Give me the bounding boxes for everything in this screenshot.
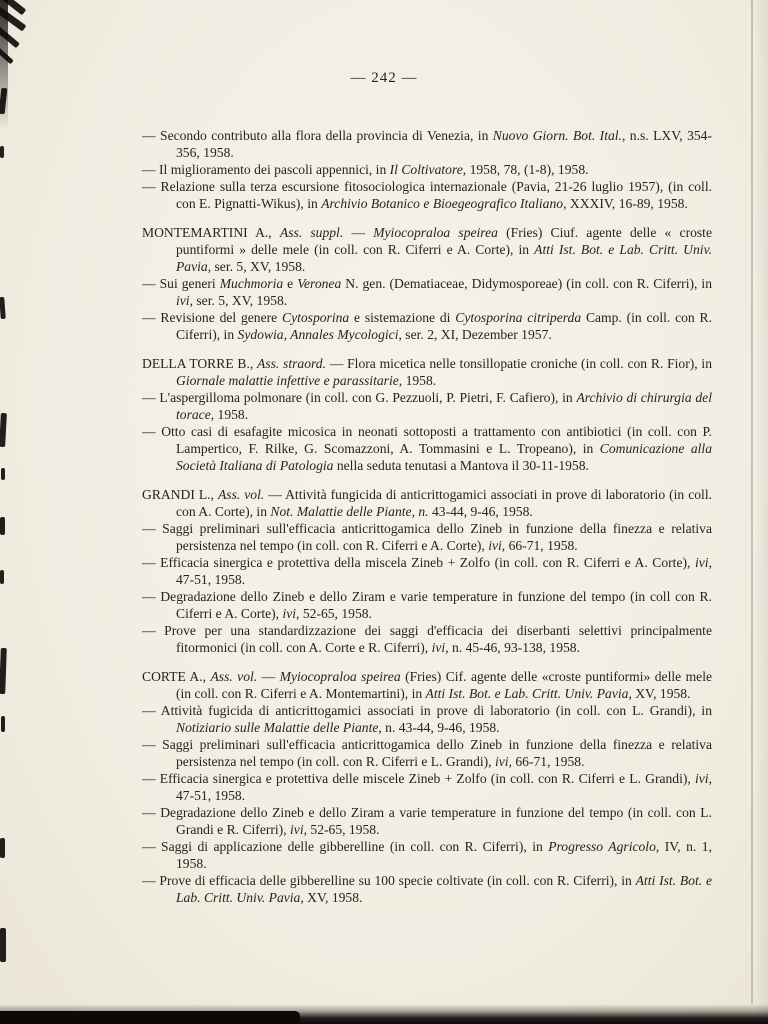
entry-text: — Secondo contributo alla flora della provincia di Venezia, in: [142, 128, 493, 143]
bibliography-entry: [142, 668, 712, 702]
scan-bottom-corner: [0, 1011, 300, 1024]
entry-italic-text: Atti Ist. Bot. e Lab. Critt. Univ. Pavia,: [176, 242, 712, 274]
entry-italic-text: Not. Malattie delle Piante, n.: [270, 504, 429, 519]
entry-text: — Relazione sulla terza escursione fitosociologica internazionale (Pavia, 21-26 luglio 1957), (in coll. con E. Pignatti-Wikus), in: [142, 179, 712, 211]
bibliography-entry: [142, 622, 712, 656]
entry-italic-text: ivi: [290, 822, 304, 837]
entry-text: —: [257, 669, 280, 684]
entry-text: , 1958, 78, (1-8), 1958.: [462, 162, 589, 177]
entry-italic-text: Archivio Botanico e Bioegeografico Italiano: [321, 196, 564, 211]
entry-italic-text: Muchmoria: [219, 276, 284, 291]
entry-text: — Prove per una standardizzazione dei saggi d'efficacia dei diserbanti selettivi principalmente fitormonici (in coll. con A. Corte e R. Ciferri),: [142, 623, 712, 655]
entry-italic-text: Cytosporina citriperda: [455, 310, 582, 325]
scan-mark: [0, 648, 7, 694]
entry-text: — Il miglioramento dei pascoli appennici, in: [142, 162, 390, 177]
entry-italic-text: ivi: [488, 538, 502, 553]
entry-text: — Saggi preliminari sull'efficacia anticrittogamica dello Zineb in funzione della finezza e relativa persistenza nel tempo (in coll. con R. Ciferri e A. Corte),: [142, 521, 712, 553]
bibliography-entry: [142, 224, 712, 275]
entry-italic-text: Myiocopraloa speirea: [373, 225, 498, 240]
entry-italic-text: Nuovo Giorn. Bot. Ital.: [492, 128, 622, 143]
entry-text: , ser. 5, XV, 1958.: [189, 293, 288, 308]
entry-text: — Attività fungicida di anticrittogamici associati in prove di laboratorio (in coll. con A. Corte), in: [176, 487, 713, 519]
entry-italic-text: Atti Ist. Bot. e Lab. Critt. Univ. Pavia: [176, 873, 712, 905]
entry-italic-text: Ass. vol.: [210, 669, 258, 684]
entry-italic-text: ivi: [176, 293, 190, 308]
entry-text: — Sui generi: [142, 276, 220, 291]
entry-italic-text: ivi: [282, 606, 297, 621]
entry-text: , n. 43-44, 9-46, 1958.: [378, 720, 500, 735]
entry-text: , 52-65, 1958.: [296, 606, 372, 621]
entry-text: — L'aspergilloma polmonare (in coll. con G. Pezzuoli, P. Pietri, F. Cafiero), in: [142, 390, 577, 405]
bibliography-entry: [142, 588, 712, 622]
entry-text: — Attività fugicida di anticrittogamici associati in prove di laboratorio (in coll. con L. Grandi), in: [142, 703, 712, 718]
entry-italic-text: Cytosporina: [282, 310, 350, 325]
bibliography-group: [142, 486, 712, 656]
entry-text: CORTE A.,: [142, 669, 211, 684]
scan-mark: [0, 146, 4, 158]
entry-text: Camp. (in coll. con R. Ciferri), in: [176, 310, 712, 342]
entry-text: , 47-51, 1958.: [176, 771, 712, 803]
entry-text: —: [343, 225, 374, 240]
scan-mark: [0, 413, 7, 447]
bibliography-group: [142, 127, 712, 212]
scan-mark: [0, 928, 6, 962]
bibliography-group: [142, 224, 712, 343]
entry-text: , n.s. LXV, 354-356, 1958.: [176, 128, 712, 160]
bibliography-group: [142, 355, 712, 474]
scan-mark: [0, 297, 6, 319]
scan-mark: [0, 517, 5, 535]
bibliography-entry: [142, 389, 712, 423]
bibliography-entry: [142, 872, 712, 906]
entry-italic-text: Myiocopraloa speirea: [279, 669, 401, 684]
bibliography-entry: [142, 355, 712, 389]
entry-text: N. gen. (Dematiaceae, Didymosporeae) (in coll. con R. Ciferri), in: [341, 276, 712, 291]
bibliography-entry: [142, 554, 712, 588]
entry-text: , 1958.: [210, 407, 249, 422]
entry-italic-text: Ass. suppl.: [279, 225, 344, 240]
page-number: — 242 —: [350, 70, 418, 86]
entry-text: MONTEMARTINI A.,: [142, 225, 280, 240]
bibliography-group: [142, 668, 712, 906]
entry-text: (Fries) Ciuf. agente delle « croste puntiformi » delle mele (in coll. con R. Ciferri e A. Corte), in: [176, 225, 712, 257]
entry-text: , 47-51, 1958.: [176, 555, 712, 587]
entry-text: , 66-71, 1958.: [501, 538, 578, 553]
entry-italic-text: ivi: [431, 640, 446, 655]
entry-text: (Fries) Cif. agente delle «croste puntiformi» delle mele (in coll. con R. Ciferri e A. Montemartini), in: [176, 669, 713, 701]
bibliography-entry: [142, 486, 712, 520]
entry-text: ser. 5, XV, 1958.: [211, 259, 306, 274]
entry-text: nella seduta tenutasi a Mantova il 30-11-1958.: [333, 458, 589, 473]
bibliography-entry: [142, 702, 712, 736]
entry-text: DELLA TORRE B.,: [142, 356, 258, 371]
entry-text: GRANDI L.,: [142, 487, 218, 502]
bibliography-entry: [142, 520, 712, 554]
entry-italic-text: Archivio di chirurgia del torace: [176, 390, 712, 422]
entry-text: , 52-65, 1958.: [303, 822, 380, 837]
entry-text: , XV, 1958.: [300, 890, 363, 905]
bibliography-entry: [142, 423, 712, 474]
entry-italic-text: Ass. vol.: [217, 487, 265, 502]
entry-text: — Efficacia sinergica e protettiva della miscela Zineb + Zolfo (in coll. con R. Ciferri e A. Corte),: [142, 555, 695, 570]
bibliography-entry: [142, 804, 712, 838]
entry-text: — Degradazione dello Zineb e dello Ziram a varie temperature in funzione del tempo (in coll. con L. Grandi e R. Ciferri),: [142, 805, 712, 837]
entry-italic-text: ivi: [695, 771, 709, 786]
entry-text: e sistemazione di: [349, 310, 456, 325]
bibliography-entry: [142, 309, 712, 343]
bibliography-content: [142, 127, 712, 918]
entry-text: e: [283, 276, 298, 291]
scan-mark: [1, 468, 5, 480]
entry-italic-text: Giornale malattie infettive e parassitarie: [176, 373, 399, 388]
entry-text: 43-44, 9-46, 1958.: [428, 504, 533, 519]
scan-mark: [1, 716, 5, 732]
scan-edge-shade: [754, 0, 768, 1024]
entry-text: — Flora micetica nelle tonsillopatie croniche (in coll. con R. Fior), in: [326, 356, 712, 371]
bibliography-entry: [142, 178, 712, 212]
bibliography-entry: [142, 161, 712, 178]
entry-text: , XV, 1958.: [628, 686, 691, 701]
entry-text: , IV, n. 1, 1958.: [176, 839, 712, 871]
entry-text: — Saggi preliminari sull'efficacia anticrittogamica dello Zineb in funzione della finezza e relativa persistenza nel tempo (in coll. con R. Ciferri e L. Grandi),: [142, 737, 712, 769]
entry-italic-text: Progresso Agricolo: [548, 839, 656, 854]
entry-italic-text: Il Coltivatore: [389, 162, 463, 177]
entry-italic-text: Notiziario sulle Malattie delle Piante: [176, 720, 379, 735]
bibliography-entry: [142, 770, 712, 804]
entry-text: , 66-71, 1958.: [508, 754, 585, 769]
entry-italic-text: Atti Ist. Bot. e Lab. Critt. Univ. Pavia: [425, 686, 629, 701]
scan-mark: [0, 570, 4, 584]
entry-italic-text: ivi: [494, 754, 509, 769]
bibliography-entry: [142, 127, 712, 161]
scan-mark: [0, 838, 5, 858]
entry-text: — Prove di efficacia delle gibberelline su 100 specie coltivate (in coll. con R. Ciferri), in: [142, 873, 636, 888]
entry-italic-text: ivi: [695, 555, 709, 570]
entry-text: — Otto casi di esafagite micosica in neonati sottoposti a trattamento con antibiotici (in coll. con P. Lampertico, F. Rilke, G. Scomazzoni, A. Tommasini e L. Tropeano), in: [142, 424, 712, 456]
entry-text: , ser. 2, XI, Dezember 1957.: [398, 327, 552, 342]
entry-text: , n. 45-46, 93-138, 1958.: [445, 640, 580, 655]
entry-italic-text: Ass. straord.: [257, 356, 326, 371]
entry-text: — Saggi di applicazione delle gibberelline (in coll. con R. Ciferri), in: [142, 839, 549, 854]
entry-italic-text: Comunicazione alla Società Italiana di Patologia: [176, 441, 712, 473]
entry-text: , XXXIV, 16-89, 1958.: [563, 196, 688, 211]
entry-italic-text: Veronea: [297, 276, 342, 291]
entry-text: — Degradazione dello Zineb e dello Ziram e varie temperature in funzione del tempo (in coll con R. Ciferri e A. Corte),: [142, 589, 712, 621]
bibliography-entry: [142, 736, 712, 770]
bibliography-entry: [142, 838, 712, 872]
entry-italic-text: Sydowia, Annales Mycologici: [237, 327, 399, 342]
entry-text: , 1958.: [398, 373, 437, 388]
entry-text: — Revisione del genere: [142, 310, 282, 325]
bibliography-entry: [142, 275, 712, 309]
entry-text: — Efficacia sinergica e protettiva delle miscele Zineb + Zolfo (in coll. con R. Ciferri e L. Grandi),: [142, 771, 695, 786]
page-edge-line: [751, 0, 753, 1004]
